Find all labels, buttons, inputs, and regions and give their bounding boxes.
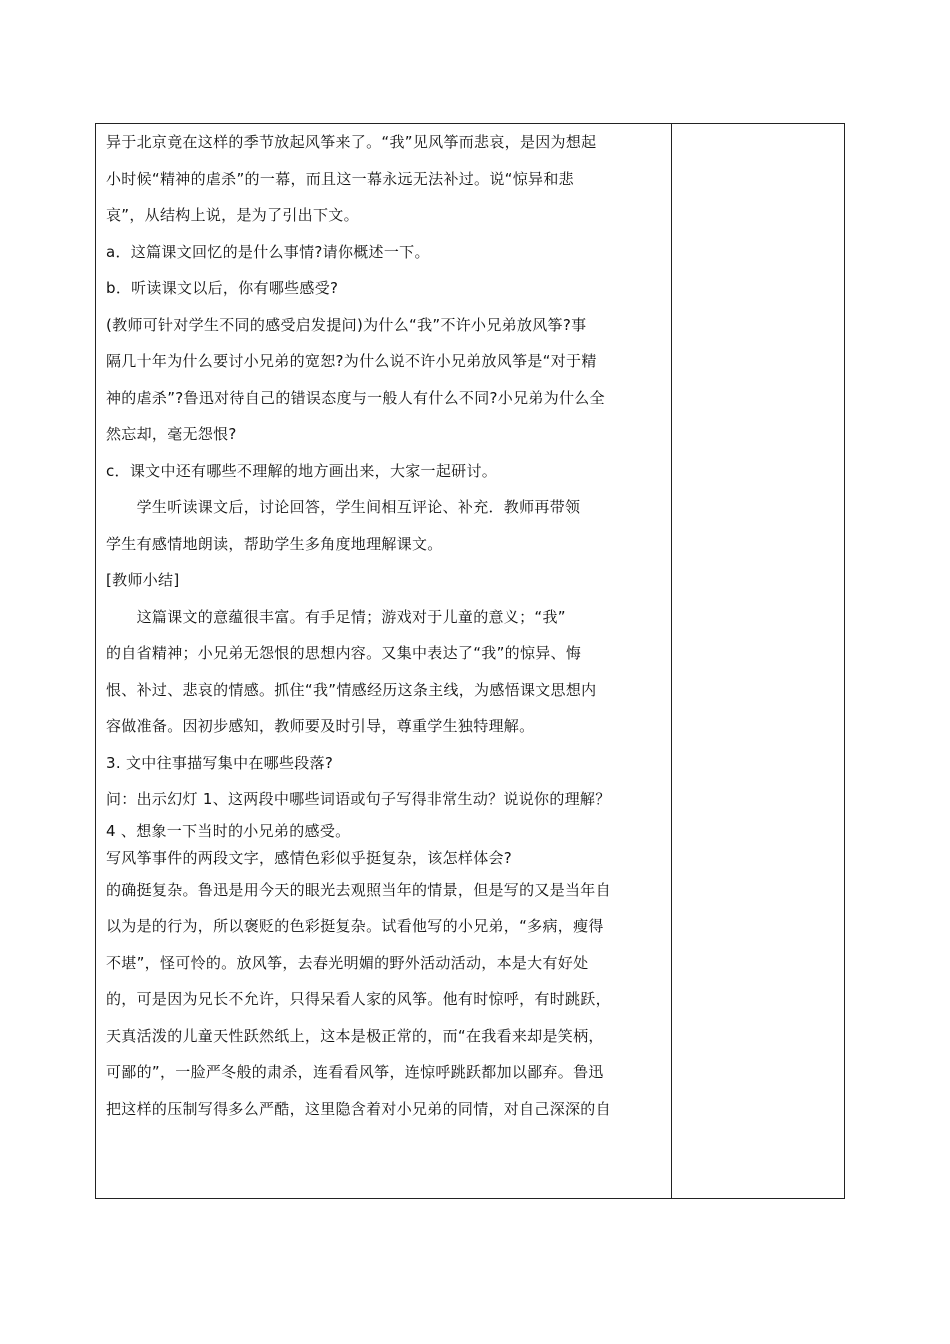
text-line: 隔几十年为什么要讨小兄弟的宽恕?为什么说不许小兄弟放风筝是“对于精 bbox=[106, 352, 597, 370]
text-line: 这篇课文的意蕴很丰富。有手足情；游戏对于儿童的意义；“我” bbox=[106, 607, 566, 626]
text-line: 容做准备。因初步感知，教师要及时引导，尊重学生独特理解。 bbox=[106, 717, 535, 735]
section-heading: [教师小结] bbox=[106, 571, 180, 589]
text-line: 恨、补过、悲哀的情感。抓住“我”情感经历这条主线，为感悟课文思想内 bbox=[106, 680, 597, 699]
text-line: a．这篇课文回忆的是什么事情?请你概述一下。 bbox=[106, 242, 430, 261]
text-line: 天真活泼的儿童天性跃然纸上，这本是极正常的，而“在我看来却是笑柄， bbox=[106, 1026, 604, 1045]
text-line: 神的虐杀”?鲁迅对待自己的错误态度与一般人有什么不同?小兄弟为什么全 bbox=[106, 388, 605, 407]
text-line: 的，可是因为兄长不允许，只得呆看人家的风筝。他有时惊呼，有时跳跃， bbox=[106, 990, 611, 1008]
text-line: 可鄙的”，一脸严冬般的肃杀，连看看风筝，连惊呼跳跃都加以鄙弃。鲁迅 bbox=[106, 1063, 604, 1081]
text-line: 把这样的压制写得多么严酷，这里隐含着对小兄弟的同情，对自己深深的自 bbox=[106, 1099, 611, 1118]
text-line: 的确挺复杂。鲁迅是用今天的眼光去观照当年的情景，但是写的又是当年自 bbox=[106, 880, 611, 899]
text-line: 的自省精神；小兄弟无怨恨的思想内容。又集中表达了“我”的惊异、悔 bbox=[106, 644, 582, 662]
text-line: (教师可针对学生不同的感受启发提问)为什么“我”不许小兄弟放风筝?事 bbox=[106, 315, 587, 334]
text-line: 问：出示幻灯 1、这两段中哪些词语或句子写得非常生动？说说你的理解？ bbox=[106, 790, 611, 808]
text-line: 然忘却，毫无怨恨? bbox=[106, 425, 237, 443]
text-line: 以为是的行为，所以褒贬的色彩挺复杂。试看他写的小兄弟，“多病，瘦得 bbox=[106, 917, 604, 935]
notes-cell bbox=[672, 124, 844, 1198]
text-line: 学生有感情地朗读，帮助学生多角度地理解课文。 bbox=[106, 534, 443, 553]
lesson-content-cell bbox=[106, 124, 666, 1198]
text-line: 3. 文中往事描写集中在哪些段落? bbox=[106, 753, 334, 772]
text-line: b．听读课文以后，你有哪些感受? bbox=[106, 279, 339, 297]
text-line: c．课文中还有哪些不理解的地方画出来，大家一起研讨。 bbox=[106, 461, 498, 480]
text-line: 不堪”，怪可怜的。放风筝，去春光明媚的野外活动活动，本是大有好处 bbox=[106, 953, 589, 972]
text-line: 异于北京竟在这样的季节放起风筝来了。“我”见风筝而悲哀，是因为想起 bbox=[106, 133, 597, 151]
text-line: 哀”，从结构上说，是为了引出下文。 bbox=[106, 206, 359, 224]
text-line: 4 、想象一下当时的小兄弟的感受。 bbox=[106, 821, 351, 840]
text-line: 写风筝事件的两段文字，感情色彩似乎挺复杂，该怎样体会? bbox=[106, 848, 513, 867]
text-line: 学生听读课文后，讨论回答，学生间相互评论、补充．教师再带领 bbox=[106, 498, 581, 516]
text-line: 小时候“精神的虐杀”的一幕，而且这一幕永远无法补过。说“惊异和悲 bbox=[106, 169, 574, 188]
lesson-table bbox=[95, 123, 845, 1199]
